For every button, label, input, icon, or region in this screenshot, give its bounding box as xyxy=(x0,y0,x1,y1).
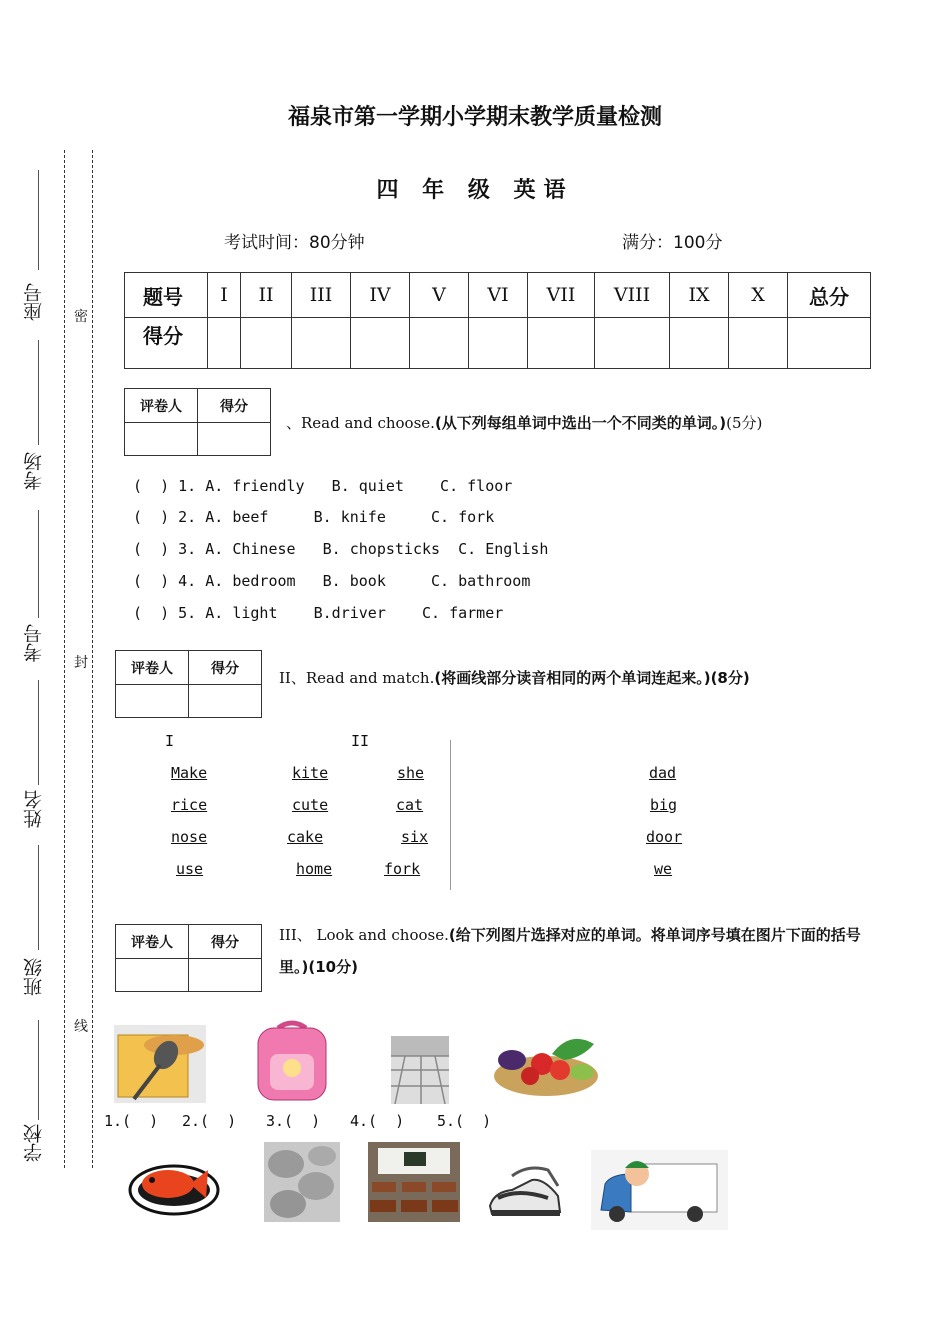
score-cell[interactable] xyxy=(528,318,595,369)
match-word[interactable]: Make xyxy=(171,764,208,782)
score-col-label: X xyxy=(729,273,788,318)
section2-instruction-cn: (将画线部分读音相同的两个单词连起来。) xyxy=(434,669,711,687)
match-col-ii-label: II xyxy=(351,732,370,750)
answer-blank[interactable]: 2.( ) xyxy=(182,1112,237,1130)
section1-points: (5分) xyxy=(726,414,763,432)
question-item: ( ) 2. A. beef B. knife C. fork xyxy=(133,508,495,526)
spoon-picture xyxy=(114,1025,206,1103)
grader-box xyxy=(115,924,262,992)
match-word[interactable]: kite xyxy=(292,764,329,782)
grader-person-cell[interactable] xyxy=(116,959,189,992)
score-cell[interactable] xyxy=(469,318,528,369)
grader-score-cell[interactable] xyxy=(198,423,271,456)
grader-score-cell[interactable] xyxy=(189,685,262,718)
question-item: ( ) 4. A. bedroom B. book C. bathroom xyxy=(133,572,531,590)
fish-picture xyxy=(128,1154,220,1218)
question-item: ( ) 1. A. friendly B. quiet C. floor xyxy=(133,477,513,495)
score-cell[interactable] xyxy=(208,318,241,369)
match-word[interactable]: six xyxy=(401,828,429,846)
score-col-label: VII xyxy=(528,273,595,318)
grader-score-label: 得分 xyxy=(189,651,262,685)
section1-heading: 、Read and choose. xyxy=(286,414,435,432)
shoes-picture xyxy=(488,1156,564,1222)
match-word[interactable]: cat xyxy=(396,796,424,814)
answer-blank[interactable]: 3.( ) xyxy=(266,1112,321,1130)
match-word[interactable]: fork xyxy=(384,860,421,878)
score-cell[interactable] xyxy=(351,318,410,369)
match-word[interactable]: we xyxy=(654,860,673,878)
section3-points: (10分) xyxy=(308,958,358,976)
answer-blank[interactable]: 1.( ) xyxy=(104,1112,159,1130)
match-col-i-label: I xyxy=(165,732,175,750)
classroom-picture xyxy=(368,1142,460,1222)
score-row-header: 题号 xyxy=(125,273,208,318)
answer-blank[interactable]: 4.( ) xyxy=(350,1112,405,1130)
match-word[interactable]: big xyxy=(650,796,678,814)
score-cell[interactable] xyxy=(292,318,351,369)
seal-char-mi: 密 xyxy=(74,309,88,325)
score-col-label: VI xyxy=(469,273,528,318)
score-cell[interactable] xyxy=(729,318,788,369)
section2-heading: II、Read and match. xyxy=(279,669,435,687)
section3-instruction-cn: (给下列图片选择对应的单词。将单词序号填在图片下面的括号里。) xyxy=(279,926,861,976)
score-col-label: IV xyxy=(351,273,410,318)
match-word[interactable]: she xyxy=(397,764,425,782)
match-word[interactable]: cake xyxy=(287,828,324,846)
blank-rule xyxy=(38,845,39,950)
score-col-label: V xyxy=(410,273,469,318)
exam-subtitle: 四 年 级 英语 xyxy=(376,178,574,203)
grader-person-label: 评卷人 xyxy=(116,651,189,685)
seal-char-feng: 封 xyxy=(74,655,88,671)
exam-title: 福泉市第一学期小学期末教学质量检测 xyxy=(287,105,662,130)
grader-score-label: 得分 xyxy=(198,389,271,423)
match-word[interactable]: rice xyxy=(171,796,208,814)
binding-line-outer xyxy=(64,150,65,1168)
label-exam-no: 考号 xyxy=(23,624,45,662)
section1-instruction xyxy=(286,412,762,433)
score-col-label: VIII xyxy=(595,273,670,318)
answer-blank[interactable]: 5.( ) xyxy=(437,1112,492,1130)
score-col-label: IX xyxy=(670,273,729,318)
grader-person-label: 评卷人 xyxy=(125,389,198,423)
binding-line-inner xyxy=(92,150,93,1168)
question-item: ( ) 3. A. Chinese B. chopsticks C. English xyxy=(133,540,549,558)
floor-picture xyxy=(391,1036,449,1104)
score-cell[interactable] xyxy=(241,318,292,369)
match-word[interactable]: nose xyxy=(171,828,208,846)
match-word[interactable]: dad xyxy=(649,764,677,782)
score-col-label: II xyxy=(241,273,292,318)
grader-person-label: 评卷人 xyxy=(116,925,189,959)
blank-rule xyxy=(38,1020,39,1120)
score-col-label: III xyxy=(292,273,351,318)
match-word[interactable]: home xyxy=(296,860,333,878)
blank-rule xyxy=(38,340,39,445)
label-class: 班级 xyxy=(23,958,45,996)
full-marks: 满分：100分 xyxy=(622,233,723,253)
section2-points: (8分) xyxy=(710,669,750,687)
grader-score-cell[interactable] xyxy=(189,959,262,992)
seal-char-xian: 线 xyxy=(74,1019,88,1035)
score-col-label: I xyxy=(208,273,241,318)
match-word[interactable]: use xyxy=(176,860,204,878)
question-item: ( ) 5. A. light B.driver C. farmer xyxy=(133,604,504,622)
label-seat: 座号 xyxy=(23,283,45,321)
blank-rule xyxy=(38,510,39,618)
blank-rule xyxy=(38,170,39,270)
score-cell[interactable] xyxy=(410,318,469,369)
section1-instruction-cn: (从下列每组单词中选出一个不同类的单词。) xyxy=(434,414,727,432)
section2-instruction xyxy=(279,667,750,688)
match-divider xyxy=(450,740,451,890)
grader-person-cell[interactable] xyxy=(125,423,198,456)
vegetables-picture xyxy=(490,1024,602,1102)
grader-box xyxy=(124,388,271,456)
label-room: 考场 xyxy=(23,452,45,490)
score-cell[interactable] xyxy=(670,318,729,369)
dumplings-picture xyxy=(264,1142,340,1222)
section3-heading: III、 Look and choose. xyxy=(279,926,449,944)
schoolbag-picture xyxy=(248,1020,336,1102)
section3-instruction xyxy=(279,919,879,983)
grader-score-label: 得分 xyxy=(189,925,262,959)
exam-time: 考试时间：80分钟 xyxy=(224,233,365,253)
score-table xyxy=(124,272,871,369)
grader-person-cell[interactable] xyxy=(116,685,189,718)
match-word[interactable]: door xyxy=(646,828,683,846)
label-name: 姓名 xyxy=(23,790,45,828)
score-total-label: 总分 xyxy=(788,273,871,318)
score-score-header: 得分 xyxy=(125,318,208,369)
driver-picture xyxy=(591,1150,728,1230)
score-cell[interactable] xyxy=(595,318,670,369)
score-cell[interactable] xyxy=(788,318,871,369)
match-word[interactable]: cute xyxy=(292,796,329,814)
blank-rule xyxy=(38,680,39,785)
label-school: 学校 xyxy=(23,1124,45,1162)
grader-box xyxy=(115,650,262,718)
